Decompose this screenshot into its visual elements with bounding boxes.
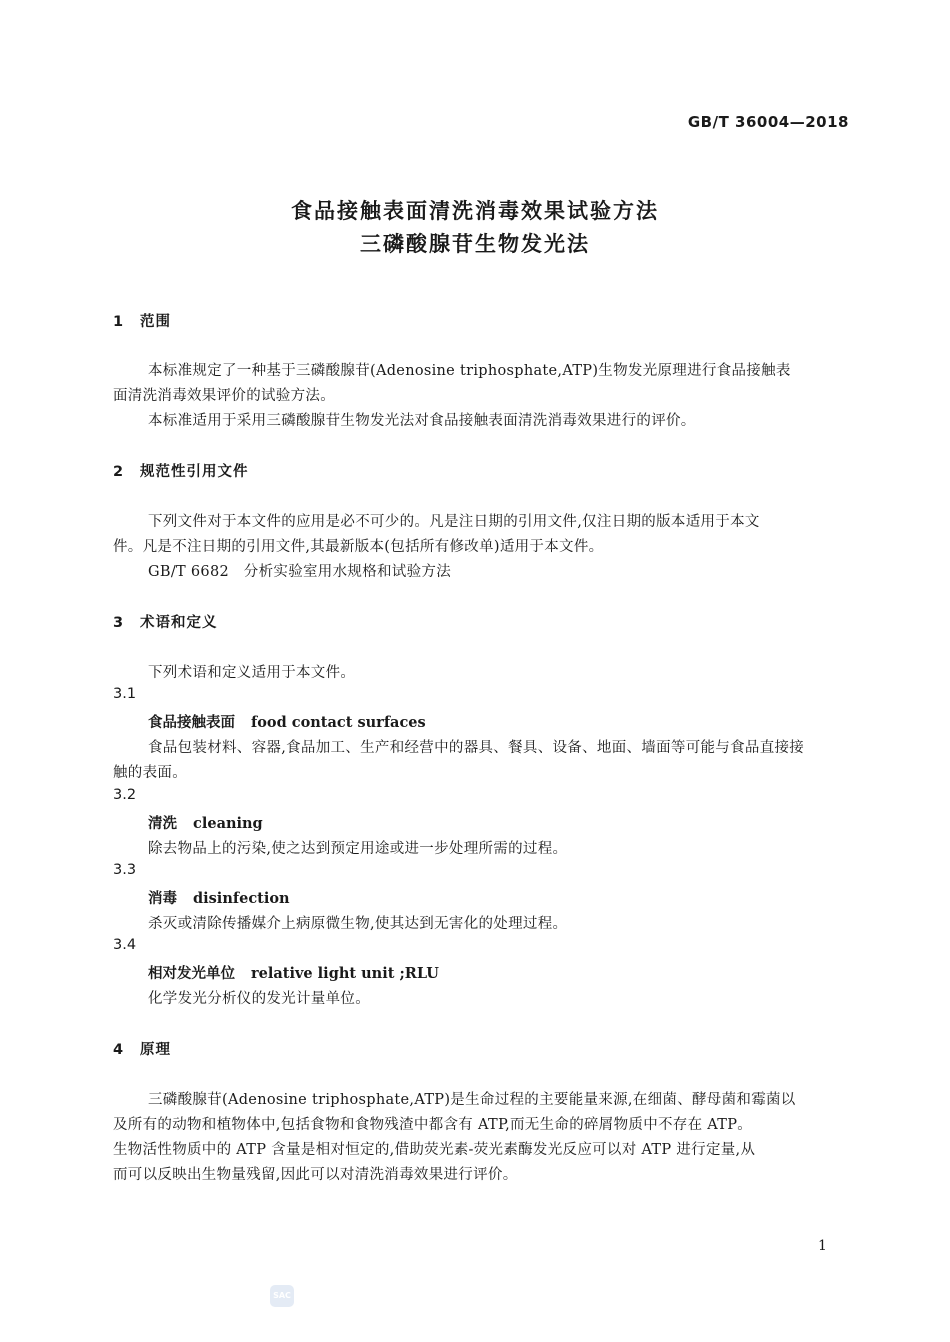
paragraph-line: 三磷酸腺苷(Adenosine triphosphate,ATP)是生命过程的主要能量来源,在细菌、酵母菌和霉菌以 [148, 1092, 796, 1108]
paragraph-line: 面清洗消毒效果评价的试验方法。 [113, 388, 335, 404]
term-zh: 消毒 [148, 891, 177, 907]
section-number: 1 [113, 314, 125, 330]
term-zh: 清洗 [148, 816, 177, 832]
term-entry [148, 887, 290, 908]
term-entry [148, 812, 263, 833]
paragraph-line: 生物活性物质中的 ATP 含量是相对恒定的,借助荧光素-荧光素酶发光反应可以对 ATP 进行定量,从 [113, 1142, 756, 1158]
paragraph-line: 本标准规定了一种基于三磷酸腺苷(Adenosine triphosphate,ATP)生物发光原理进行食品接触表 [148, 363, 791, 379]
section-number: 2 [113, 464, 125, 480]
section-4-heading [113, 1038, 171, 1059]
term-definition: 食品包装材料、容器,食品加工、生产和经营中的器具、餐具、设备、地面、墙面等可能与食品直接接 [148, 740, 805, 756]
section-3-heading [113, 611, 218, 632]
section-title: 原理 [140, 1042, 171, 1058]
term-en: cleaning [193, 815, 263, 832]
term-zh: 相对发光单位 [148, 966, 235, 982]
term-number: 3.2 [113, 787, 137, 803]
term-number: 3.4 [113, 937, 137, 953]
paragraph-line: 下列文件对于本文件的应用是必不可少的。凡是注日期的引用文件,仅注日期的版本适用于本文 [148, 514, 760, 530]
term-zh: 食品接触表面 [148, 715, 235, 731]
term-number: 3.1 [113, 686, 137, 702]
term-definition: 除去物品上的污染,使之达到预定用途或进一步处理所需的过程。 [148, 841, 568, 857]
normative-reference: GB/T 6682 分析实验室用水规格和试验方法 [148, 564, 452, 580]
paragraph-line: 下列术语和定义适用于本文件。 [148, 665, 356, 681]
section-number: 3 [113, 615, 125, 631]
term-number: 3.3 [113, 862, 137, 878]
term-entry [148, 962, 439, 983]
title-line-2: 三磷酸腺苷生物发光法 [360, 232, 590, 256]
section-2-heading [113, 460, 249, 481]
paragraph-line: 而可以反映出生物量残留,因此可以对清洗消毒效果进行评价。 [113, 1167, 518, 1183]
page-number: 1 [818, 1238, 827, 1254]
paragraph-line: 件。凡是不注日期的引用文件,其最新版本(包括所有修改单)适用于本文件。 [113, 539, 604, 555]
term-definition: 杀灭或清除传播媒介上病原微生物,使其达到无害化的处理过程。 [148, 916, 568, 932]
paragraph-line: 本标准适用于采用三磷酸腺苷生物发光法对食品接触表面清洗消毒效果进行的评价。 [148, 413, 696, 429]
term-en: disinfection [193, 890, 290, 907]
term-en: food contact surfaces [251, 714, 426, 731]
term-en: relative light unit ;RLU [251, 965, 439, 982]
standard-number: GB/T 36004—2018 [687, 113, 849, 131]
section-title: 术语和定义 [140, 615, 218, 631]
document-title [0, 195, 950, 261]
term-entry [148, 711, 426, 732]
sac-watermark-logo: SAC [270, 1285, 294, 1307]
term-definition: 化学发光分析仪的发光计量单位。 [148, 991, 370, 1007]
title-line-1: 食品接触表面清洗消毒效果试验方法 [291, 199, 659, 223]
section-title: 范围 [140, 314, 171, 330]
paragraph-line: 及所有的动物和植物体中,包括食物和食物残渣中都含有 ATP,而无生命的碎屑物质中不存在 ATP。 [113, 1117, 753, 1133]
term-definition: 触的表面。 [113, 765, 187, 781]
section-1-heading [113, 310, 171, 331]
section-number: 4 [113, 1042, 125, 1058]
section-title: 规范性引用文件 [140, 464, 249, 480]
